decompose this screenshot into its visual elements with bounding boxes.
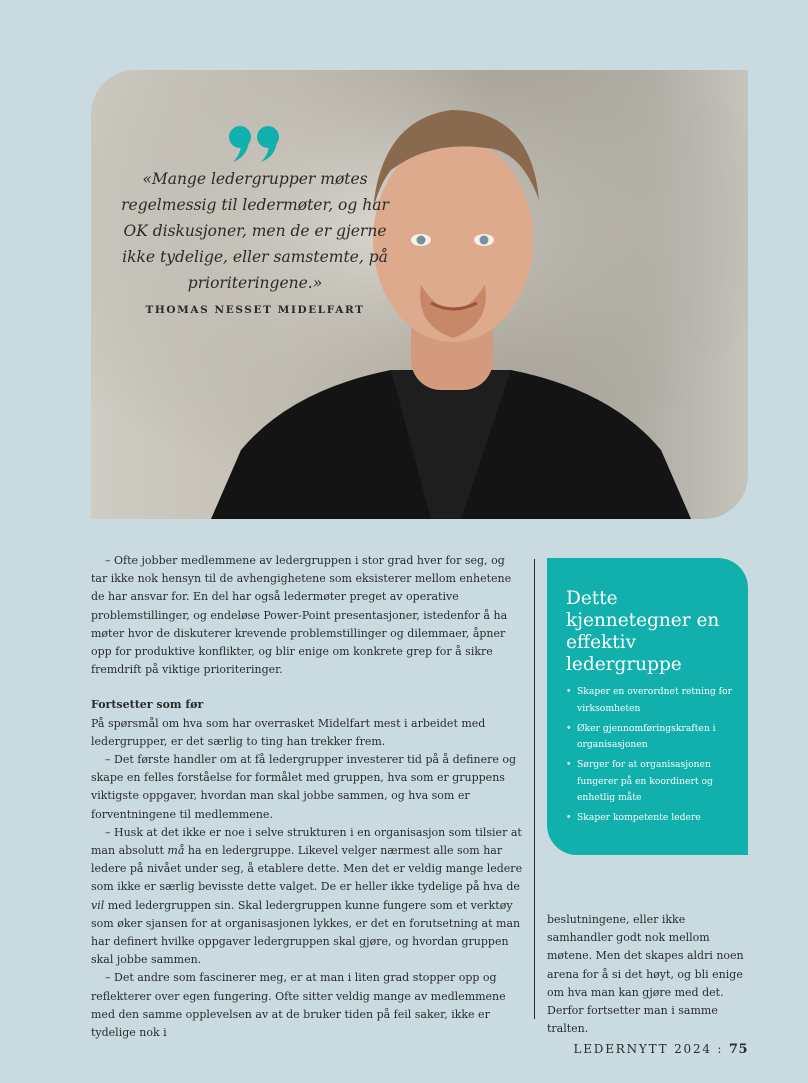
quote-text: «Mange ledergrupper møtes regelmessig til ledermøter, og har OK diskusjoner, men de er gjerne ikke tydelige, eller samstemte, på prioriteringene.» — [121, 170, 389, 292]
list-item: • Skaper en overordnet retning for virksomheten — [566, 684, 741, 717]
list-item: • Skaper kompetente ledere — [566, 810, 741, 827]
closing-quote-icon — [227, 124, 283, 164]
paragraph: – Det andre som fascinerer meg, er at man i liten grad stopper opp og reflekterer over egen fungering. Ofte sitter veldig mange av medlemmene med den samme opplevelsen av at de bruker tiden på feil saker, ikke er tydelige nok i — [91, 971, 506, 1040]
paragraph — [91, 824, 523, 970]
text-run: med ledergruppen sin. Skal ledergruppen kunne fungere som et verktøy som øker sjansen for at organisasjonen lykkes, er det en forutsetning at man har definert hvilke oppgaver ledergruppen skal gjøre, og hvordan gruppen skal jobbe sammen. — [91, 898, 521, 967]
page-footer — [573, 1042, 748, 1057]
hero-photo-panel — [91, 70, 748, 519]
text-run: ha en ledergruppe. Likevel velger nærmest alle som har ledere på nivået under seg, å etablere dette. Men det er veldig mange ledere som ikke er særlig bevisste dette valget. De er heller ikke tydelige på hva de — [91, 844, 523, 894]
fact-box — [547, 558, 748, 855]
page-number: 75 — [728, 1042, 748, 1057]
emphasis: må — [167, 844, 185, 858]
paragraph: På spørsmål om hva som har overrasket Midelfart mest i arbeidet med ledergrupper, er det særlig to ting han trekker frem. — [91, 716, 486, 748]
fact-box-title: Dette kjennetegner en effektiv ledergruppe — [566, 588, 720, 675]
list-item: • Øker gjennomføringskraften i organisasjonen — [566, 721, 741, 754]
emphasis: vil — [91, 898, 105, 912]
pull-quote — [115, 124, 395, 316]
article-body — [91, 552, 523, 1042]
text-run: – Husk at det ikke er noe i selve strukturen i en organisasjon som tilsier at man absolutt — [91, 825, 522, 858]
paragraph: – Det første handler om at få ledergrupper investerer tid på å definere og skape en felles forståelse for formålet med gruppen, hva som er gruppens viktigste oppgaver, hvordan man skal jobbe sammen, og hva som er forventningene til medlemmene. — [91, 753, 517, 821]
quote-author: THOMAS NESSET MIDELFART — [145, 304, 365, 316]
section-heading: Fortsetter som før — [91, 698, 204, 712]
fact-box-list — [566, 684, 741, 830]
paragraph: – Ofte jobber medlemmene av ledergruppen i stor grad hver for seg, og tar ikke nok hensyn til de avhengighetene som eksisterer mellom enhetene de har ansvar for. En del har også ledermøter preget av operative problemstillinger, og endeløse Power-Point presentasjoner, istedenfor å ha møter hvor de diskuterer krevende problemstillinger og dilemmaer, åpner opp for produktive konflikter, og blir enige om konkrete grep for å sikre fremdrift på viktige prioriteringer. — [91, 554, 512, 677]
column-divider — [534, 559, 535, 1019]
list-item: • Sørger for at organisasjonen fungerer på en koordinert og enhetlig måte — [566, 757, 741, 807]
side-column-text: beslutningene, eller ikke samhandler godt nok mellom møtene. Men det skapes aldri noen arena for å si det høyt, og bli enige om hva man kan gjøre med det. Derfor fortsetter man i samme tralten. — [547, 913, 744, 1036]
publication-name: LEDERNYTT 2024 : — [573, 1042, 724, 1056]
